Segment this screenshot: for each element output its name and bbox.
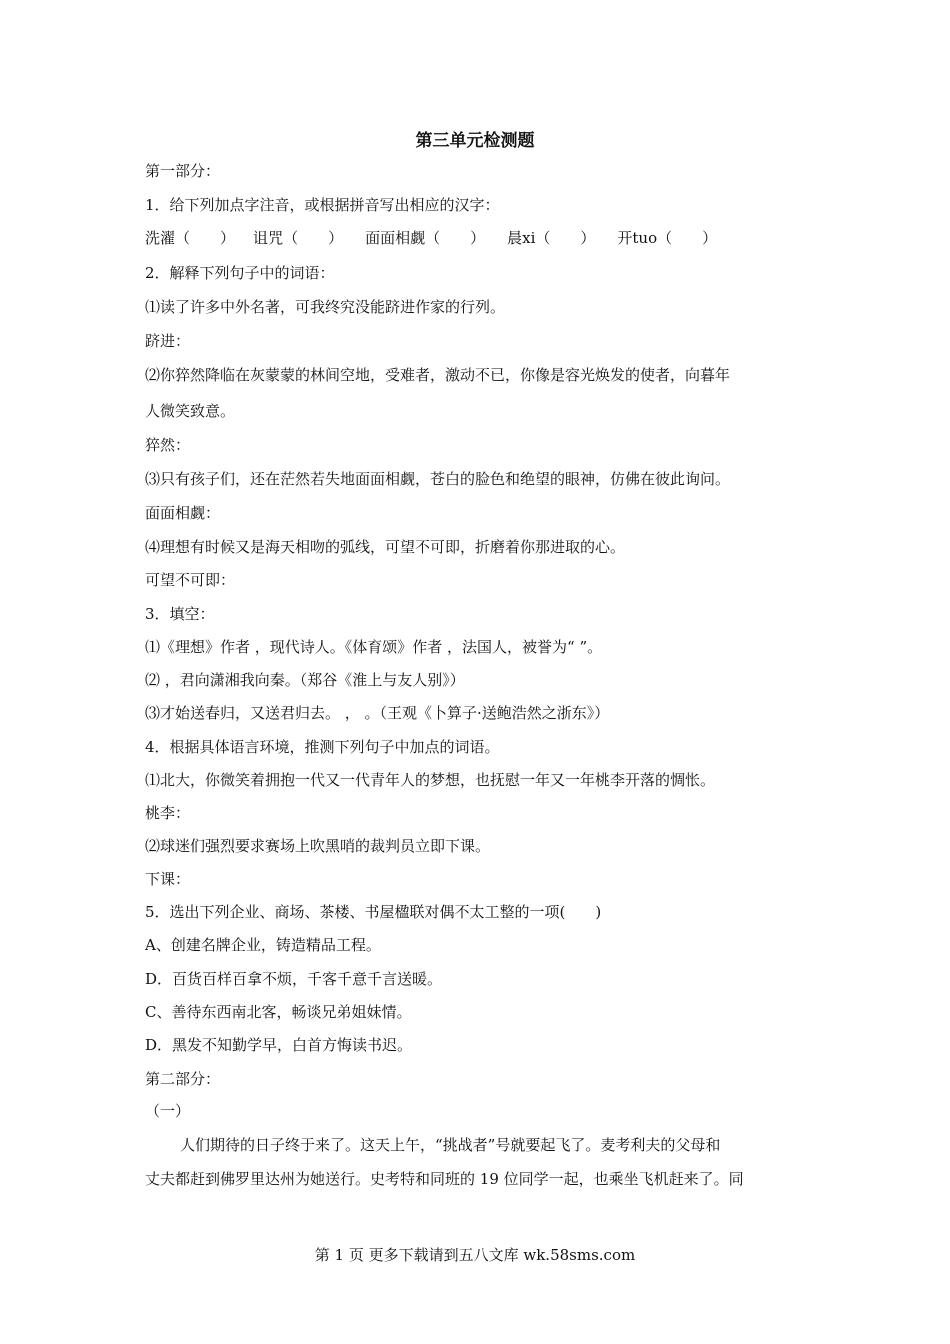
passage-line-2: 丈夫都赶到佛罗里达州为她送行。史考特和同班的 19 位同学一起，也乘坐飞机赶来了。同 [145, 1170, 744, 1188]
q3-sentence-2: ⑵ ，君向潇湘我向秦。（郑谷《淮上与友人别》） [145, 671, 465, 689]
q4-word-1: 桃李： [145, 804, 191, 822]
section-1-label: （一） [145, 1102, 191, 1120]
q2-word-3: 面面相觑： [145, 504, 221, 522]
emphasis-dot-char: 濯 [160, 229, 176, 247]
q5-option-d: D．黑发不知勤学早，白首方悔读书迟。 [145, 1036, 413, 1054]
q5-stem: 5．选出下列企业、商场、茶楼、书屋楹联对偶不太工整的一项( ) [145, 903, 602, 921]
q4-sentence-1: ⑴北大，你微笑着拥抱一代又一代青年人的梦想，也抚慰一年又一年桃李开落的惆怅。 [145, 771, 716, 789]
q2-sentence-3: ⑶只有孩子们，还在茫然若失地面面相觑，苍白的脸色和绝望的眼神，仿佛在彼此询问。 [145, 470, 731, 488]
q1-stem: 1．给下列加点字注音，或根据拼音写出相应的汉字： [145, 196, 500, 214]
q2-sentence-2b: 人微笑致意。 [145, 402, 236, 420]
q4-word-2: 下课： [145, 870, 191, 888]
q1-item-5: 开tuo（ ） [617, 229, 718, 247]
q3-sentence-3: ⑶才始送春归，又送君归去。 ， 。（王观《卜算子·送鲍浩然之浙东》） [145, 704, 610, 722]
q2-sentence-4: ⑷理想有时候又是海天相吻的弧线，可望不可即，折磨着你那进取的心。 [145, 538, 626, 556]
part1-heading: 第一部分： [145, 162, 221, 180]
part2-heading: 第二部分： [145, 1070, 221, 1088]
page-title: 第三单元检测题 [415, 131, 535, 151]
q2-word-2: 猝然： [145, 436, 191, 454]
q1-item-4: 晨xi（ ） [507, 229, 596, 247]
emphasis-dot-char: 觑 [410, 229, 426, 247]
q2-word-4: 可望不可即： [145, 571, 236, 589]
q2-sentence-1: ⑴读了许多中外名著，可我终究没能跻进作家的行列。 [145, 298, 506, 316]
passage-line-1: 人们期待的日子终于来了。这天上午，“挑战者”号就要起飞了。麦考利夫的父母和 [180, 1136, 721, 1154]
q5-option-b: D．百货百样百拿不烦，千客千意千言送暖。 [145, 970, 443, 988]
q2-sentence-2a: ⑵你猝然降临在灰蒙蒙的林间空地，受难者，激动不已，你像是容光焕发的使者，向暮年 [145, 366, 731, 384]
q1-item-2: 诅咒（ ） [253, 229, 344, 247]
emphasis-dot-char: 咒 [268, 229, 284, 247]
q1-items [145, 227, 810, 249]
q3-sentence-1: ⑴《理想》作者 ，现代诗人。《体育颂》作者 ，法国人，被誉为“ ”。 [145, 638, 603, 656]
q2-stem: 2．解释下列句子中的词语： [145, 264, 335, 282]
q5-option-a: A、创建名牌企业，铸造精品工程。 [145, 936, 381, 954]
q3-stem: 3．填空： [145, 605, 215, 623]
q5-option-c: C、善待东西南北客，畅谈兄弟姐妹情。 [145, 1003, 412, 1021]
q2-word-1: 跻进： [145, 332, 191, 350]
q1-item-1: 洗濯（ ） [145, 229, 236, 247]
q4-stem: 4．根据具体语言环境，推测下列句子中加点的词语。 [145, 738, 500, 756]
q4-sentence-2: ⑵球迷们强烈要求赛场上吹黑哨的裁判员立即下课。 [145, 837, 491, 855]
page-footer: 第 1 页 更多下载请到五八文库 wk.58sms.com [314, 1246, 636, 1264]
q1-item-3: 面面相觑（ ） [365, 229, 486, 247]
